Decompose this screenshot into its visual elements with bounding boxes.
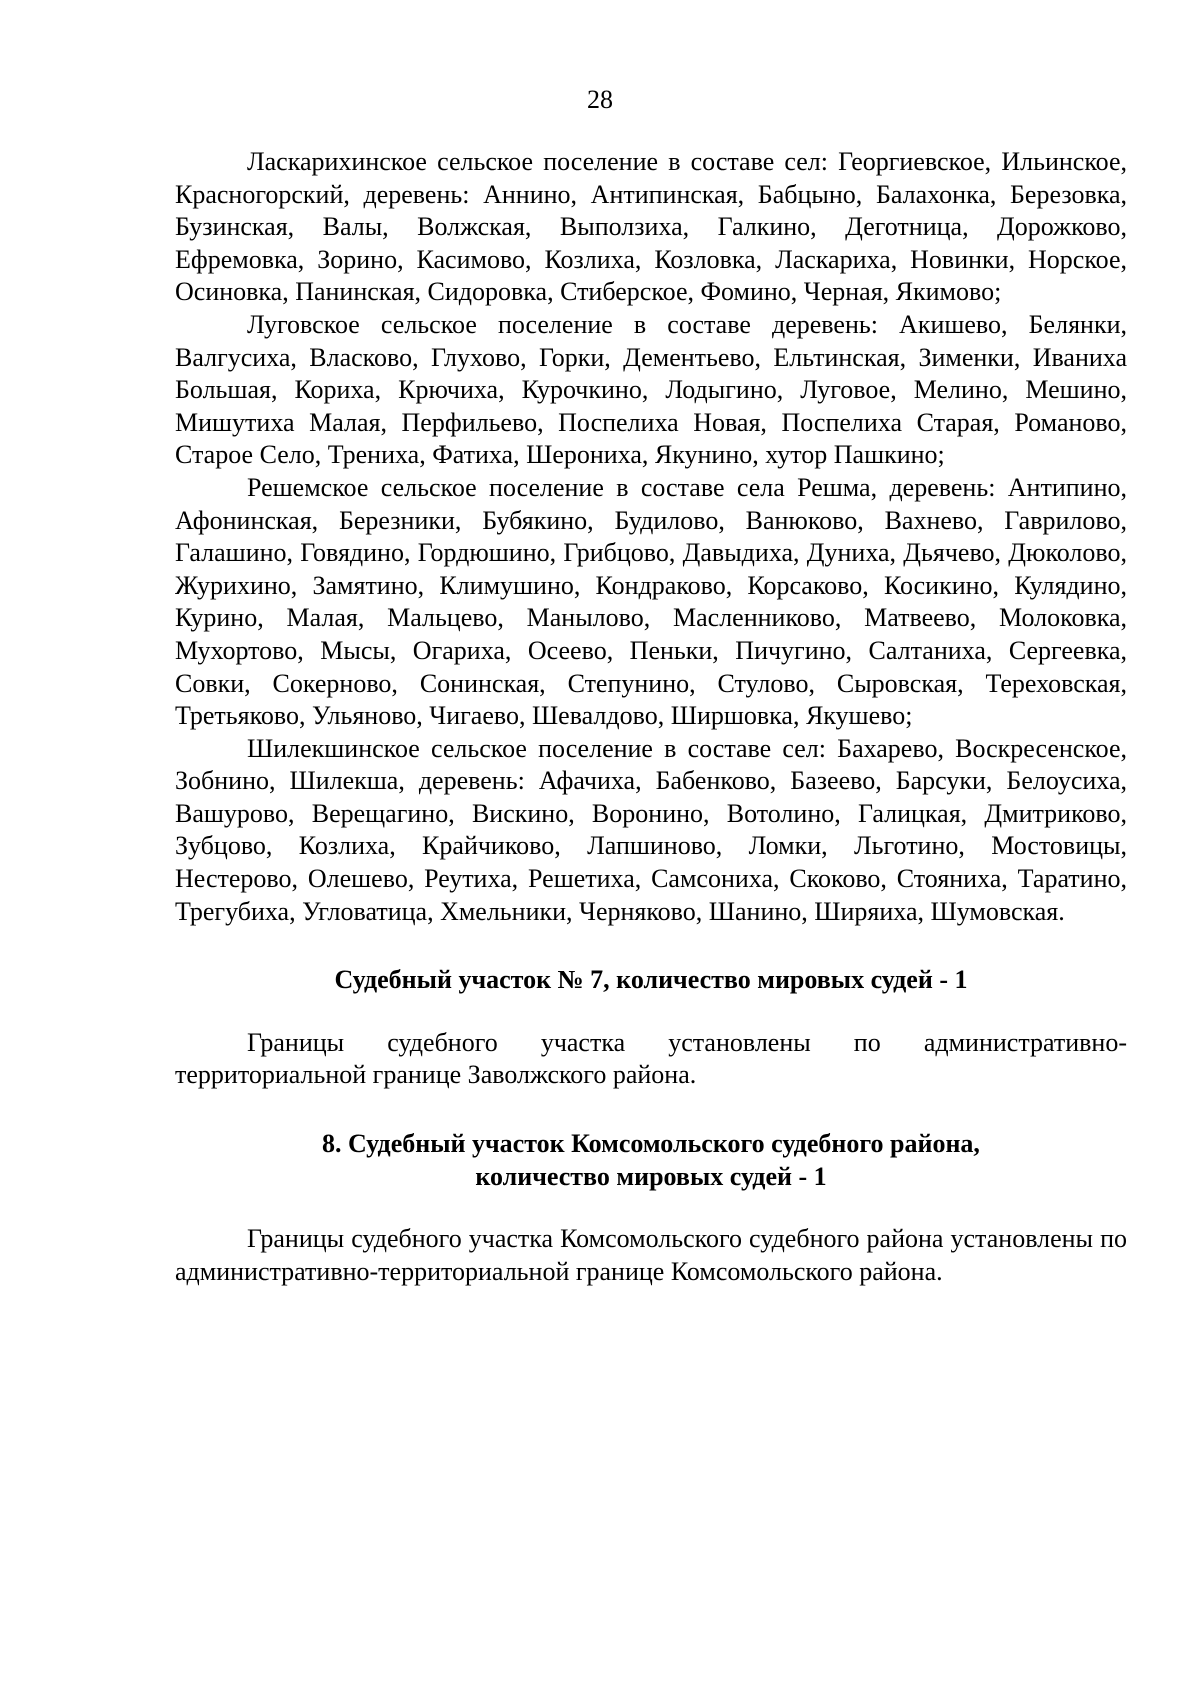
section-7-heading: Судебный участок № 7, количество мировых судей - 1 [334,965,968,995]
section-8-heading [175,1128,1127,1193]
section-8-text: Границы судебного участка Комсомольского судебного района установлены по административно-территориальной границе Комсомольского района. [175,1224,1127,1286]
page-number: 28 [587,85,613,114]
section-7-text: Границы судебного участка установлены по административно-территориальной границе Заволжского района. [175,1027,1127,1090]
document-body [175,146,1127,1288]
spacer [175,928,1127,964]
paragraph-shilekshinskoe: Шилекшинское сельское поселение в составе сел: Бахарево, Воскресенское, Зобнино, Шилекша, деревень: Афачиха, Бабенково, Базеево, Барсуки, Белоусиха, Вашурово, Верещагино, Вискино, Воронино, Вотолино, Галицкая, Дмитриково, Зубцово, Козлиха, Крайчиково, Лапшиново, Ломки, Льготино, Мостовицы, Нестерово, Олешево, Реутиха, Решетиха, Самсониха, Скоково, Стояниха, Таратино, Трегубиха, Угловатица, Хмельники, Черняково, Шанино, Ширяиха, Шумовская. [175,733,1127,926]
paragraph-reshemskoe: Решемское сельское поселение в составе села Решма, деревень: Антипино, Афонинская, Березники, Бубякино, Будилово, Ванюково, Вахнево, Гаврилово, Галашино, Говядино, Гордюшино, Грибцово, Давыдиха, Дуниха, Дьячево, Дюколово, Журихино, Замятино, Климушино, Кондраково, Корсаково, Косикино, Кулядино, Курино, Малая, Мальцево, Манылово, Масленниково, Матвеево, Молоковка, Мухортово, Мысы, Огариха, Осеево, Пеньки, Пичугино, Салтаниха, Сергеевка, Совки, Сокерново, Сонинская, Степунино, Стулово, Сыровская, Тереховская, Третьяково, Ульяново, Чигаево, Шевалдово, Ширшовка, Якушево; [175,472,1127,731]
section-8-heading-line-2: количество мировых судей - 1 [475,1161,827,1191]
spacer [175,1092,1127,1128]
paragraph-lugovskoe: Луговское сельское поселение в составе деревень: Акишево, Белянки, Валгусиха, Власково, Глухово, Горки, Дементьево, Ельтинская, Зименки, Иваниха Большая, Кориха, Крючиха, Курочкино, Лодыгино, Луговое, Мелино, Мешино, Мишутиха Малая, Перфильево, Поспелиха Новая, Поспелиха Старая, Романово, Старое Село, Трениха, Фатиха, Шерониха, Якунино, хутор Пашкино; [175,309,1127,470]
spacer [175,1193,1127,1223]
paragraph-laskarikhinskoe: Ласкарихинское сельское поселение в составе сел: Георгиевское, Ильинское, Красногорский, деревень: Аннино, Антипинская, Бабцыно, Балахонка, Березовка, Бузинская, Валы, Волжская, Выползиха, Галкино, Деготница, Дорожково, Ефремовка, Зорино, Касимово, Козлиха, Козловка, Ласкариха, Новинки, Норское, Осиновка, Панинская, Сидоровка, Стиберское, Фомино, Черная, Якимово; [175,147,1127,307]
section-8-heading-line-1: 8. Судебный участок Комсомольского судебного района, [322,1129,980,1159]
spacer [175,997,1127,1027]
